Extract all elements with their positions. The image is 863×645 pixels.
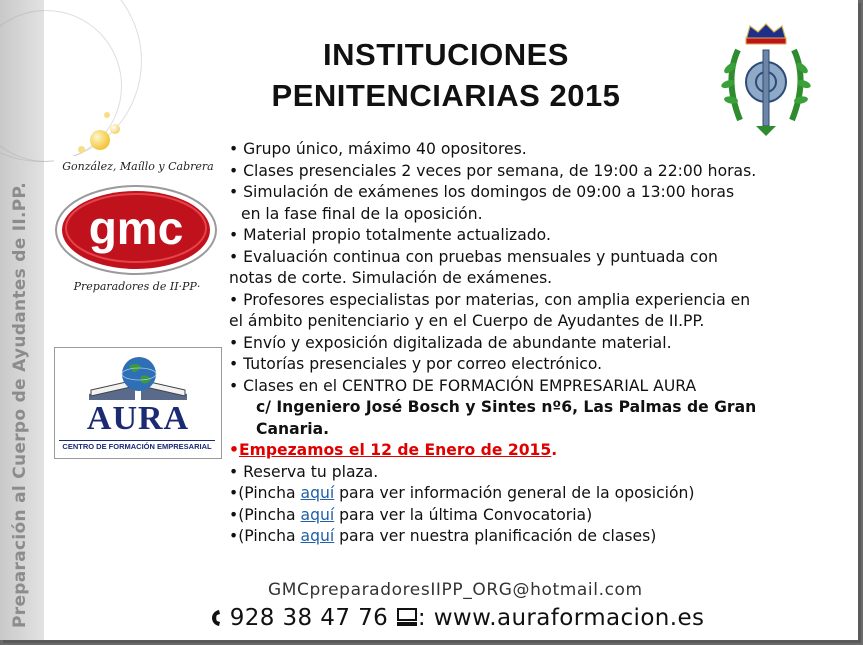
emblem-icon: [716, 20, 816, 138]
website[interactable]: : www.auraformacion.es: [417, 605, 705, 631]
link-line: [229, 505, 829, 527]
bubble-decor: [104, 112, 110, 118]
link-prefix: •(Pincha: [229, 527, 301, 545]
info-item: • Clases presenciales 2 veces por semana, de 19:00 a 22:00 horas.: [229, 161, 757, 180]
info-item: • Clases en el CENTRO DE FORMACIÓN EMPRESARIAL AURA: [229, 376, 697, 395]
start-date: [229, 440, 829, 462]
address-line: c/ Ingeniero José Bosch y Sintes nº6, Las Palmas de Gran: [256, 398, 757, 416]
title-line-1: INSTITUCIONES: [323, 37, 569, 72]
gmc-mark: gmc: [88, 202, 184, 254]
link-line: [229, 526, 829, 548]
link-line: [229, 483, 829, 505]
info-item-continued: el ámbito penitenciario y en el Cuerpo de Ayudantes de II.PP.: [229, 312, 705, 330]
link-prefix: •(Pincha: [229, 505, 301, 524]
info-link[interactable]: aquí: [300, 484, 335, 502]
info-item: • Simulación de exámenes los domingos de 09:00 a 13:00 horas: [229, 183, 735, 201]
bubble-decor: [90, 130, 110, 150]
aura-logo: [54, 347, 222, 459]
info-item: • Profesores especialistas por materias, con amplia experiencia en: [229, 290, 751, 309]
gmc-names: González, Maíllo y Cabrera: [62, 160, 214, 173]
info-item: • Envío y exposición digitalizada de abundante material.: [229, 333, 672, 352]
info-item: • Tutorías presenciales y por correo electrónico.: [229, 355, 603, 373]
phone-number: 928 38 47 76: [222, 605, 396, 631]
link-prefix: •(Pincha: [229, 484, 301, 502]
bubble-decor: [110, 124, 120, 134]
info-item-continued: en la fase final de la oposición.: [241, 204, 483, 223]
gmc-subtitle: Preparadores de II·PP·: [73, 280, 201, 293]
info-item: • Grupo único, máximo 40 opositores.: [229, 140, 527, 158]
bubble-decor: [78, 146, 85, 153]
page-title: [236, 34, 656, 116]
info-item: • Evaluación continua con pruebas mensuales y puntuada con: [229, 247, 718, 266]
info-item-continued: notas de corte. Simulación de exámenes.: [229, 269, 553, 287]
start-end: .: [551, 441, 558, 459]
start-bullet: •: [229, 441, 239, 459]
book-globe-icon: [83, 354, 193, 402]
computer-icon: [396, 607, 418, 627]
gmc-oval-icon: [54, 184, 218, 276]
title-line-2: PENITENCIARIAS 2015: [271, 78, 621, 113]
link-suffix: para ver la última Convocatoria): [334, 505, 593, 524]
link-suffix: para ver nuestra planificación de clases): [334, 527, 657, 545]
contact-email[interactable]: GMCpreparadoresIIPP_ORG@hotmail.com: [268, 580, 643, 600]
gmc-logo: [54, 156, 222, 306]
contact-line: [210, 605, 704, 631]
aura-name: AURA: [86, 400, 190, 437]
info-item: • Material propio totalmente actualizado.: [229, 226, 551, 244]
convocatoria-link[interactable]: aquí: [300, 505, 335, 524]
phone-icon: [210, 609, 222, 627]
aura-subtitle: CENTRO DE FORMACIÓN EMPRESARIAL: [59, 440, 215, 451]
reserve-item: • Reserva tu plaza.: [229, 462, 379, 481]
start-text: Empezamos el 12 de Enero de 2015: [238, 441, 552, 459]
link-suffix: para ver información general de la oposición): [334, 484, 695, 502]
course-info: [229, 139, 829, 548]
planning-link[interactable]: aquí: [300, 527, 335, 545]
address-line: Canaria.: [256, 419, 330, 438]
side-caption: Preparación al Cuerpo de Ayudantes de II.PP.: [10, 182, 30, 628]
